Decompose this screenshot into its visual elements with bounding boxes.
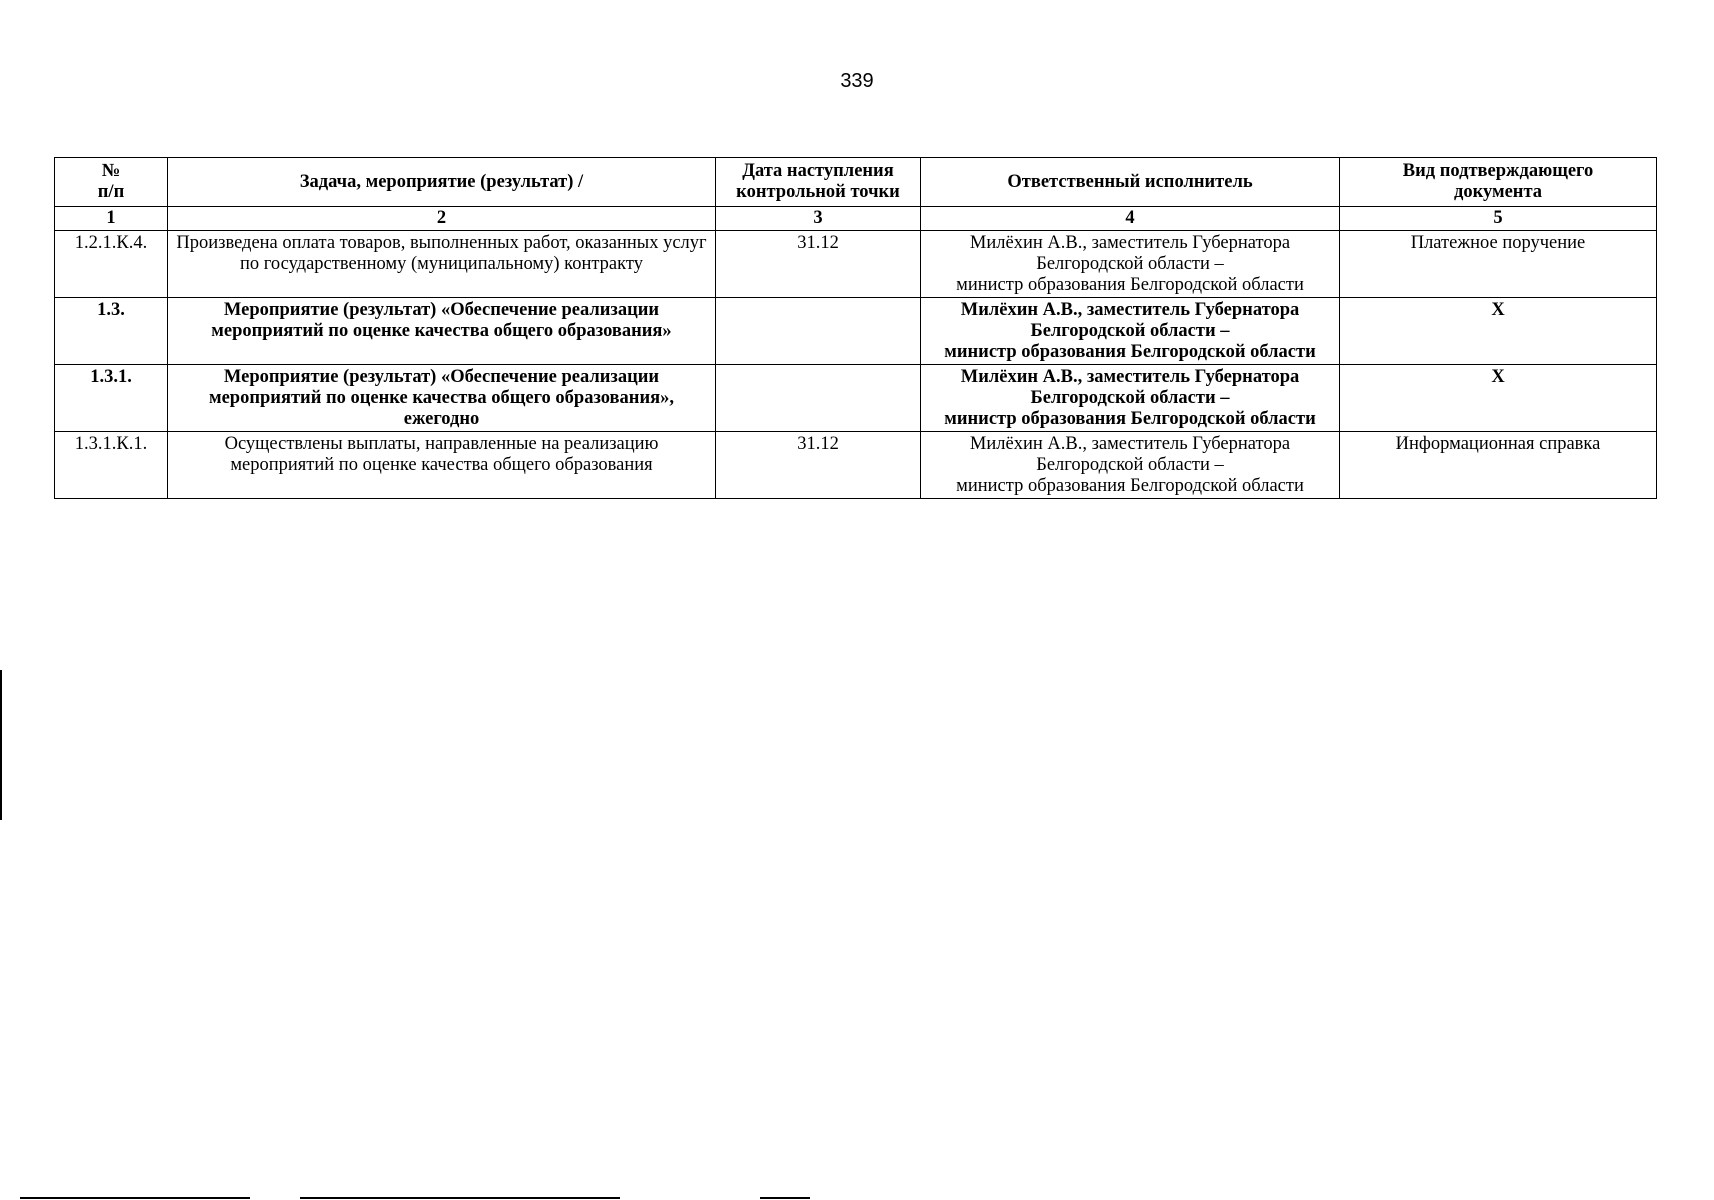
row-executor: Милёхин А.В., заместитель Губернатора Белгородской области – министр образования Белгородской области	[921, 365, 1340, 432]
column-number: 2	[168, 207, 716, 231]
table-row	[55, 298, 1657, 365]
row-date: 31.12	[716, 432, 921, 499]
scan-artifact-bottom	[300, 1197, 620, 1199]
row-number: 1.2.1.К.4.	[55, 231, 168, 298]
header-executor: Ответственный исполнитель	[921, 158, 1340, 207]
row-task: Мероприятие (результат) «Обеспечение реализации мероприятий по оценке качества общего образования»	[168, 298, 716, 365]
column-number: 1	[55, 207, 168, 231]
row-task: Мероприятие (результат) «Обеспечение реализации мероприятий по оценке качества общего образования», ежегодно	[168, 365, 716, 432]
header-date: Дата наступления контрольной точки	[716, 158, 921, 207]
row-date	[716, 365, 921, 432]
scan-artifact-bottom	[760, 1197, 810, 1199]
table-row	[55, 365, 1657, 432]
row-task: Осуществлены выплаты, направленные на реализацию мероприятий по оценке качества общего образования	[168, 432, 716, 499]
header-number: № п/п	[55, 158, 168, 207]
row-document: Х	[1340, 298, 1657, 365]
header-task: Задача, мероприятие (результат) /	[168, 158, 716, 207]
row-number: 1.3.1.К.1.	[55, 432, 168, 499]
row-executor: Милёхин А.В., заместитель Губернатора Белгородской области – министр образования Белгородской области	[921, 231, 1340, 298]
row-executor: Милёхин А.В., заместитель Губернатора Белгородской области – министр образования Белгородской области	[921, 432, 1340, 499]
row-executor: Милёхин А.В., заместитель Губернатора Белгородской области – министр образования Белгородской области	[921, 298, 1340, 365]
row-document: Платежное поручение	[1340, 231, 1657, 298]
page-number: 339	[840, 70, 874, 92]
row-document: Х	[1340, 365, 1657, 432]
table-header-row	[55, 158, 1657, 207]
column-numbers-row	[55, 207, 1657, 231]
row-date: 31.12	[716, 231, 921, 298]
scan-artifact-left	[0, 670, 2, 820]
table-row	[55, 432, 1657, 499]
row-task: Произведена оплата товаров, выполненных работ, оказанных услуг по государственному (муниципальному) контракту	[168, 231, 716, 298]
row-document: Информационная справка	[1340, 432, 1657, 499]
scan-artifact-bottom	[20, 1197, 250, 1199]
column-number: 4	[921, 207, 1340, 231]
table-row	[55, 231, 1657, 298]
row-date	[716, 298, 921, 365]
control-points-table	[54, 157, 1657, 499]
column-number: 5	[1340, 207, 1657, 231]
column-number: 3	[716, 207, 921, 231]
row-number: 1.3.	[55, 298, 168, 365]
header-document: Вид подтверждающего документа	[1340, 158, 1657, 207]
row-number: 1.3.1.	[55, 365, 168, 432]
